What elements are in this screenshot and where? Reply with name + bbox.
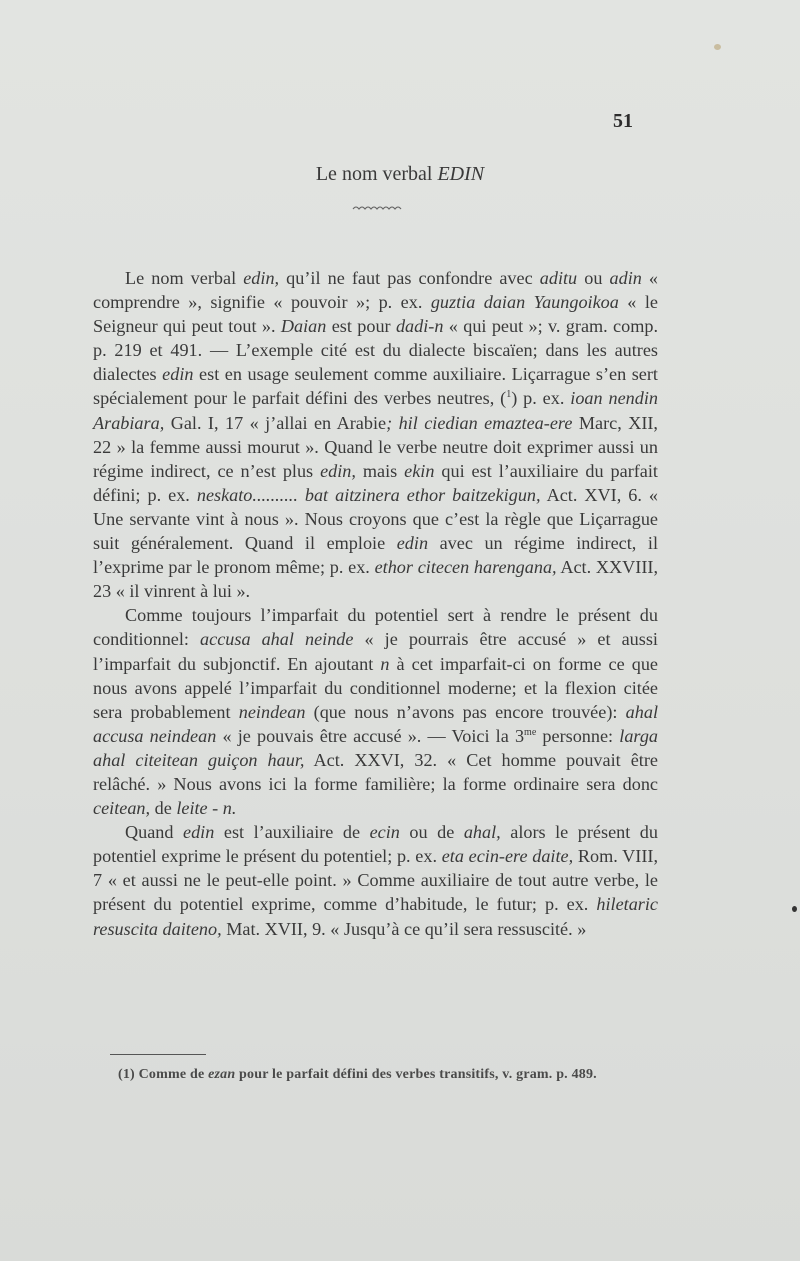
text-run: est l’auxiliaire de [214,822,370,843]
text-run: de [150,798,177,819]
text-run: (que nous n’avons pas encore trouvée): [305,701,626,722]
chapter-title-word: EDIN [437,163,485,185]
text-run: ) p. ex. [511,388,571,409]
text-run: Act. XVI, 6. « Une servante vint à nous ». Nous croyons que c’est la règle que Liçarrague suit généralement. Quand il emploie [93,484,658,554]
text-run: est pour [326,316,396,337]
text-run: Rom. VIII, 7 « et aussi ne le peut-elle point. » Comme auxiliaire de tout autre verbe, le présent du potentiel exprime, comme d’habitude, le futur; p. ex. [93,846,658,915]
text-run: mais [355,460,405,481]
text-run: Gal. I, 17 « j’allai en Arabie [164,412,387,433]
superscript: me [524,726,537,738]
basque-example: neindean [238,701,306,722]
basque-example: edin [162,364,194,385]
text-run: « je pouvais être accusé ». — Voici la 3 [216,725,525,746]
text-run: pour le parfait défini des verbes transitifs, v. gram. p. 489. [235,1067,597,1082]
basque-example: edin, [243,268,280,288]
text-run: Comme toujours l’imparfait du potentiel sert à rendre le présent du conditionnel: [93,605,658,650]
footnote [118,1067,678,1083]
basque-example: neskato.......... bat aitzinera ethor baitzekigun, [196,484,541,505]
body-text [93,266,658,941]
paper-speck [714,44,721,50]
basque-example: ; hil ciedian emaztea-ere [386,412,573,433]
footnote-rule [110,1054,206,1055]
basque-example: ceitean, [93,798,151,819]
text-run: Le nom verbal [125,268,244,288]
basque-example: adin [609,268,642,288]
basque-example: guztia daian Yaungoikoa [430,292,619,313]
paragraph [93,266,658,603]
text-run: ou [577,268,610,288]
basque-example: hiletaric resuscita daiteno, [93,894,658,939]
chapter-title-text: Le nom verbal [315,163,433,185]
text-run: qui est l’auxiliaire du parfait défini; p. ex. [93,460,658,505]
superscript: 1 [506,389,512,401]
text-run: « le Seigneur qui peut tout ». [93,292,658,337]
basque-example: ethor citecen harengana, [374,557,557,578]
text-run: à cet imparfait-ci on forme ce que nous avons appelé l’imparfait du conditionnel moderne; et la flexion citée sera probablement [93,653,658,722]
chapter-title [0,163,800,186]
basque-example: larga ahal citeitean guiçon haur, [93,725,659,770]
text-run: alors le présent du potentiel exprime le présent du potentiel; p. ex. [93,822,658,867]
text-run: qu’il ne faut pas confondre avec [279,268,540,288]
text-run: est en usage seulement comme auxiliaire. Liçarrague s’en sert spécialement pour le parfait défini des verbes neutres, ( [93,364,658,409]
basque-example: aditu [539,268,578,288]
basque-example: eta ecin-ere daite, [441,846,574,867]
text-run: Act. XXVIII, 23 « il vinrent à lui ». [93,557,658,602]
basque-example: ahal, [463,822,501,843]
basque-example: ekin [404,460,435,481]
basque-example: ecin [369,822,400,843]
paper-speck [792,906,797,912]
text-run: avec un régime indirect, il l’exprime par le pronom même; p. ex. [93,533,658,578]
basque-example: edin, [320,460,356,481]
text-run: « comprendre », signifie « pouvoir »; p. ex. [93,268,659,313]
basque-example: n [380,653,390,674]
text-run: ou de [399,822,464,843]
paragraph [93,603,658,820]
text-run: « je pourrais être accusé » et aussi l’imparfait du subjonctif. En ajoutant [93,629,658,674]
basque-example: ioan nendin Arabiara, [93,388,658,433]
basque-example: Daian [280,316,327,337]
text-run: « qui peut »; v. gram. comp. p. 219 et 491. — L’exemple cité est du dialecte biscaïen; dans les autres dialectes [93,316,659,385]
text-run: Mat. XVII, 9. « Jusqu’à ce qu’il sera ressuscité. » [221,918,587,939]
page-number: 51 [613,110,633,132]
text-run: Quand [125,822,184,843]
text-run: personne: [536,725,620,746]
basque-example: ezan [208,1067,236,1082]
text-run: (1) Comme de [118,1067,209,1082]
text-run: Act. XXVI, 32. « Cet homme pouvait être relâché. » Nous avons ici la forme familière; la forme ordinaire sera donc [93,749,658,794]
basque-example: accusa ahal neinde [200,629,354,650]
paragraph [93,820,658,940]
basque-example: ahal accusa neindean [93,701,659,746]
basque-example: leite - n. [176,798,237,819]
basque-example: dadi-n [395,316,444,337]
title-ornament-icon [352,204,404,212]
basque-example: edin [396,533,429,554]
basque-example: edin [183,822,215,843]
text-run: Marc, XII, 22 » la femme aussi mourut ». Quand le verbe neutre doit exprimer aussi un régime indirect, ce n’est plus [93,412,658,481]
